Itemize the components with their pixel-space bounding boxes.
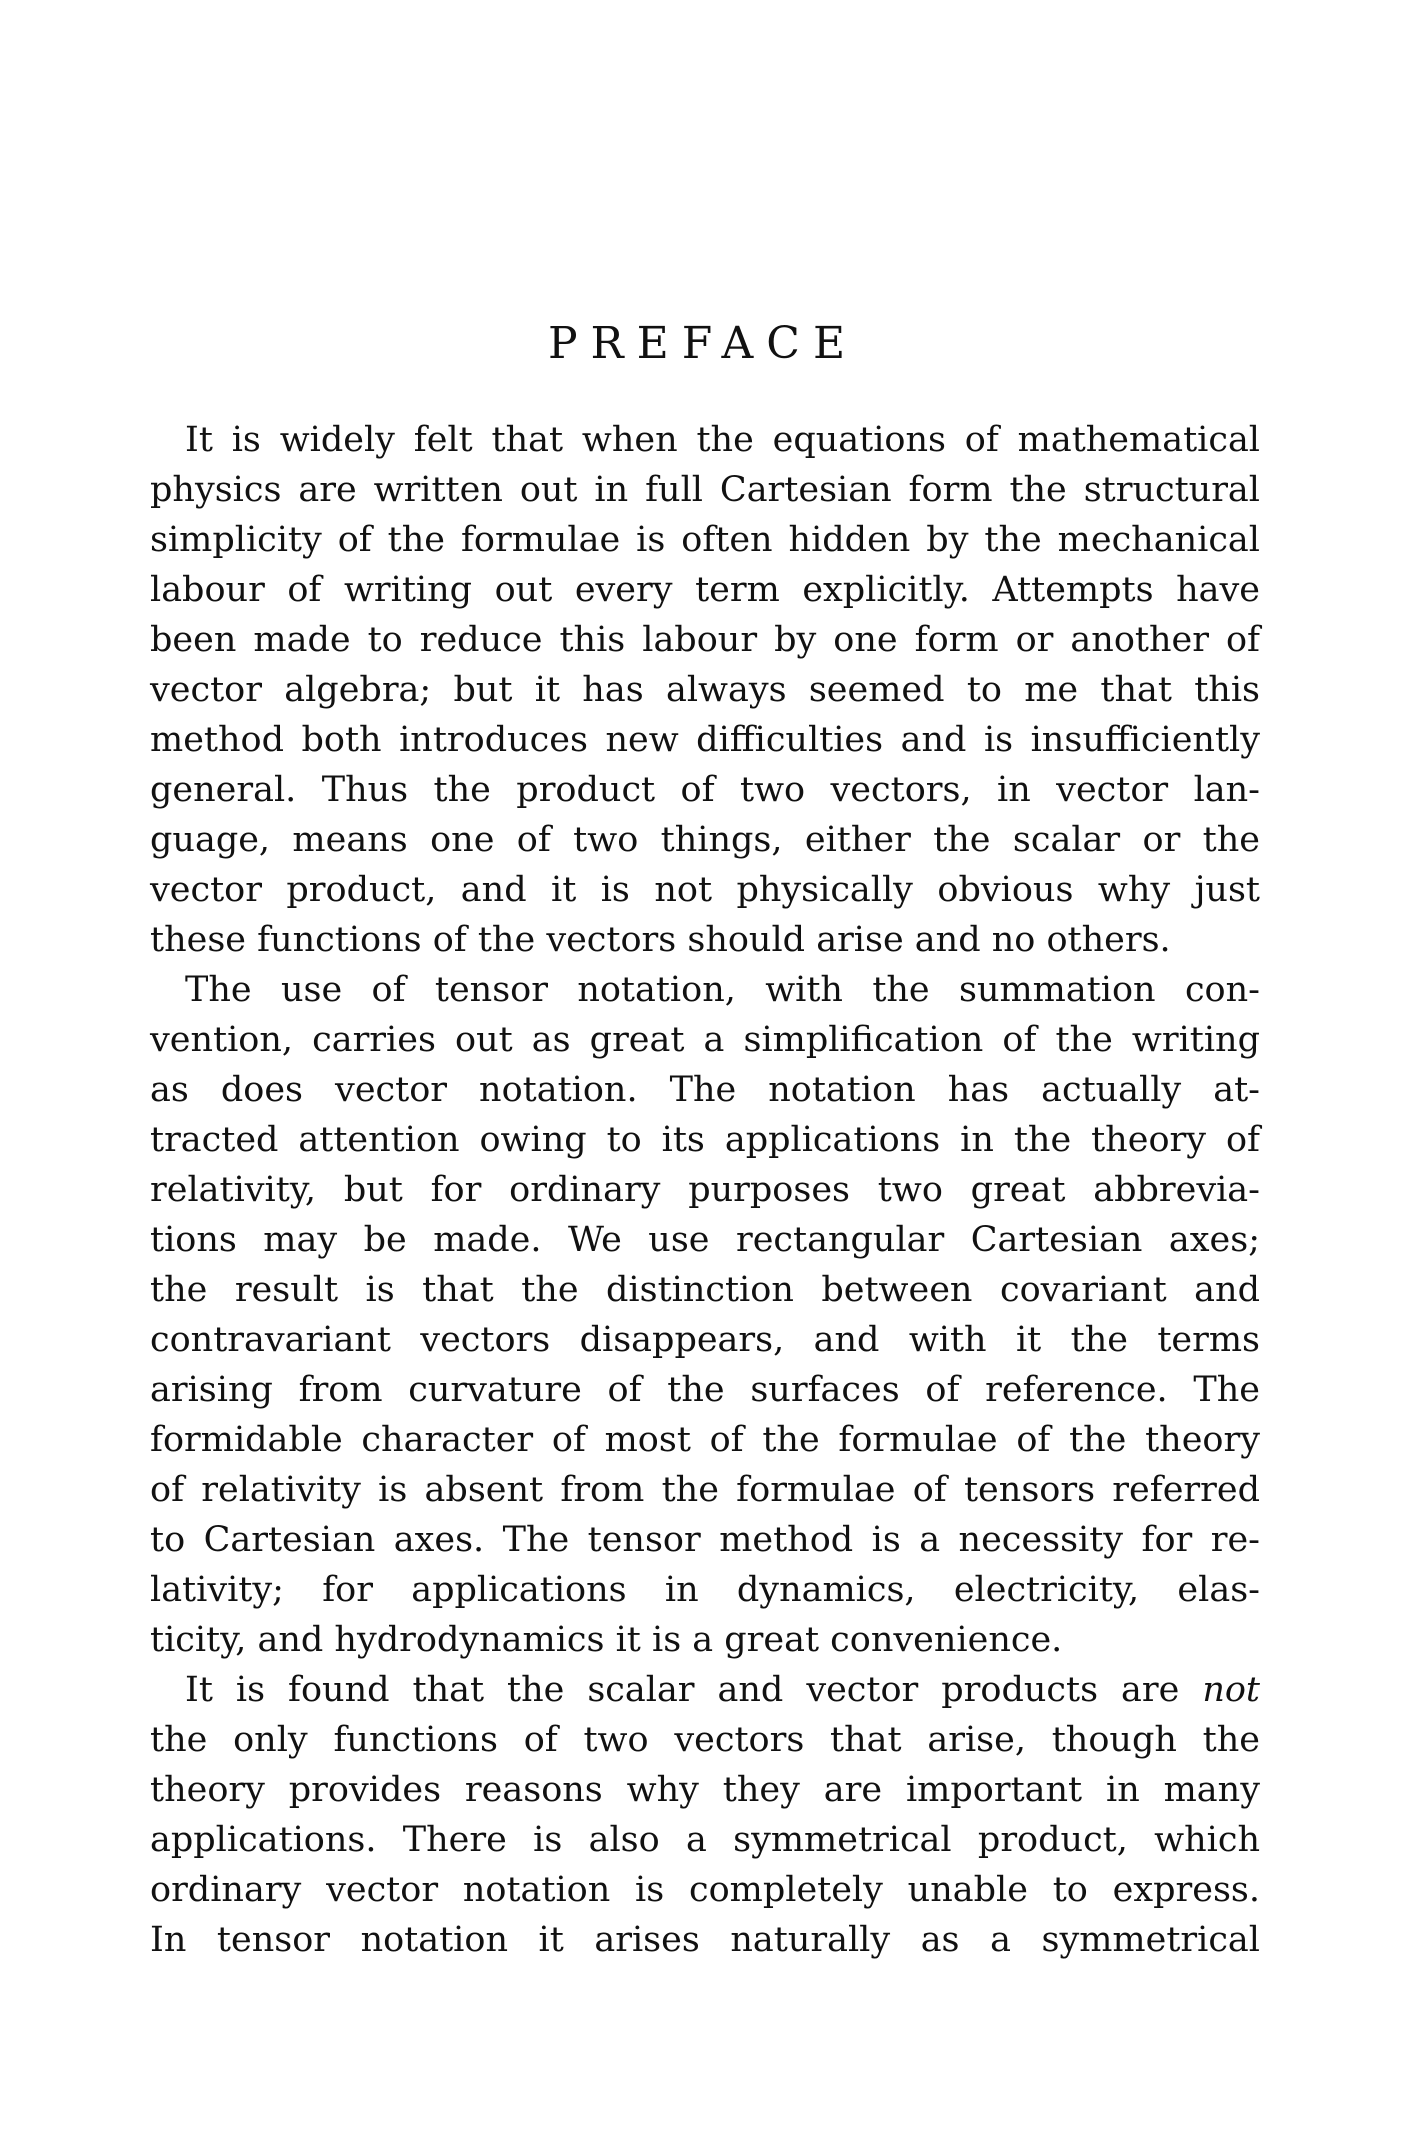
text-line: general. Thus the product of two vectors, in vector lan- [150,770,1260,810]
text-line: as does vector notation. The notation has actually at- [150,1070,1260,1110]
text-line: to Cartesian axes. The tensor method is a necessity for re- [150,1520,1260,1560]
text-line: been made to reduce this labour by one form or another of [150,620,1260,660]
text-line: tracted attention owing to its applications in the theory of [150,1120,1260,1160]
text-segment: It is found that the scalar and vector products are [185,1670,1203,1710]
text-line: vention, carries out as great a simplification of the writing [150,1020,1260,1060]
text-line: arising from curvature of the surfaces of reference. The [150,1370,1260,1410]
page-title: PREFACE [547,318,859,369]
text-line: vector product, and it is not physically obvious why just [150,870,1260,910]
text-line: of relativity is absent from the formulae of tensors referred [150,1470,1260,1510]
text-line: physics are written out in full Cartesian form the structural [150,470,1260,510]
text-line: contravariant vectors disappears, and with it the terms [150,1320,1260,1360]
text-line: In tensor notation it arises naturally as a symmetrical [150,1920,1260,1960]
text-line: the only functions of two vectors that arise, though the [150,1720,1260,1760]
text-line: these functions of the vectors should arise and no others. [150,920,1171,960]
text-line: theory provides reasons why they are important in many [150,1770,1260,1810]
text-line: applications. There is also a symmetrical product, which [150,1820,1260,1860]
text-line: labour of writing out every term explicitly. Attempts have [150,570,1260,610]
text-line [150,1665,1260,1715]
text-line: vector algebra; but it has always seemed to me that this [150,670,1260,710]
text-line: The use of tensor notation, with the summation con- [185,970,1260,1010]
text-line: lativity; for applications in dynamics, electricity, elas- [150,1570,1260,1610]
text-line: It is widely felt that when the equations of mathematical [185,420,1260,460]
text-line: tions may be made. We use rectangular Cartesian axes; [150,1220,1260,1260]
text-line: the result is that the distinction between covariant and [150,1270,1260,1310]
text-line: guage, means one of two things, either the scalar or the [150,820,1260,860]
text-line: formidable character of most of the formulae of the theory [150,1420,1260,1460]
emphasis-word: not [1202,1670,1260,1710]
text-line: relativity, but for ordinary purposes two great abbrevia- [150,1170,1260,1210]
text-line: simplicity of the formulae is often hidden by the mechanical [150,520,1260,560]
text-line: ordinary vector notation is completely unable to express. [150,1870,1260,1910]
text-line: method both introduces new difficulties and is insufficiently [150,720,1260,760]
text-line: ticity, and hydrodynamics it is a great convenience. [150,1620,1063,1660]
preface-body [150,415,1260,1965]
